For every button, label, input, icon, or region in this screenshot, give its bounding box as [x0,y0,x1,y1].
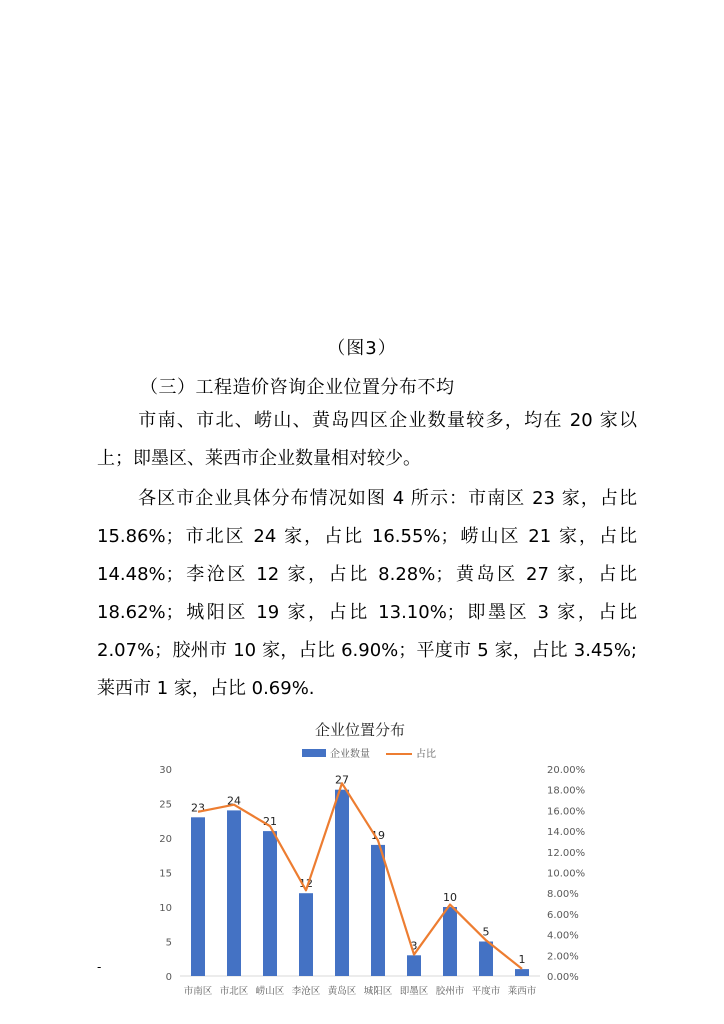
y-left-tick-label: 5 [165,937,172,949]
distribution-chart [150,715,605,1000]
page-mark: - [97,960,102,974]
x-tick-label: 胶州市 [435,986,465,997]
y-right-tick-label: 14.00% [547,827,586,839]
y-right-tick-label: 8.00% [547,889,579,901]
bar [299,893,313,976]
bar-data-label: 27 [335,773,349,787]
bar [335,790,349,976]
y-right-tick-label: 12.00% [547,847,586,859]
y-right-tick-label: 4.00% [547,930,579,942]
series-line-share [198,783,522,969]
bar [479,942,493,977]
y-left-tick-label: 15 [159,868,172,880]
bar-data-label: 19 [371,828,385,842]
y-right-tick-label: 20.00% [547,765,586,776]
x-tick-label: 李沧区 [291,986,321,997]
paragraph-1-text: 市南、市北、崂山、黄岛四区企业数量较多，均在 20 家以上；即墨区、莱西市企业数量相对较少。 [97,410,637,469]
bar [515,969,529,976]
y-right-tick-label: 0.00% [547,972,579,983]
x-tick-label: 莱西市 [507,986,537,997]
y-right-tick-label: 6.00% [547,909,579,921]
bar [371,845,385,976]
paragraph-1 [97,402,637,478]
y-left-tick-label: 25 [159,799,172,811]
x-tick-label: 黄岛区 [327,986,357,997]
y-left-tick-label: 10 [159,903,172,914]
x-tick-label: 市北区 [219,986,249,997]
bar-data-label: 1 [518,953,526,967]
bar-data-label: 12 [299,877,313,891]
x-tick-label: 崂山区 [255,986,285,997]
x-tick-label: 城阳区 [363,986,393,997]
x-tick-label: 即墨区 [399,986,429,997]
legend-swatch-bars [302,749,326,757]
y-right-tick-label: 18.00% [547,785,586,797]
bar-data-label: 3 [410,939,418,953]
x-tick-label: 市南区 [183,986,213,997]
y-left-tick-label: 20 [159,834,172,845]
y-right-tick-label: 2.00% [547,951,579,963]
y-right-tick-label: 16.00% [547,806,586,818]
y-left-tick-label: 0 [165,972,172,983]
bar-data-label: 10 [443,891,457,904]
bar [191,817,205,976]
legend-label-line: 占比 [416,749,436,760]
bar-data-label: 24 [227,794,241,808]
paragraph-2 [97,480,637,708]
bar-data-label: 5 [482,925,490,939]
bar [443,907,457,976]
bar-data-label: 21 [263,815,277,829]
y-left-tick-label: 30 [159,765,172,776]
figure-caption: （图3） [327,338,397,359]
bar-data-label: 23 [191,801,205,815]
chart-svg [150,715,605,1000]
legend-label-bars: 企业数量 [330,749,370,760]
x-tick-label: 平度市 [471,986,501,997]
y-right-tick-label: 10.00% [547,868,586,880]
bar [263,831,277,976]
bar [407,955,421,976]
bar [227,810,241,976]
section-heading: （三）工程造价咨询企业位置分布不均 [140,377,455,398]
paragraph-2-text: 各区市企业具体分布情况如图 4 所示：市南区 23 家，占比 15.86%；市北区 24 家，占比 16.55%；崂山区 21 家，占比 14.48%；李沧区 12 家，占比 8.28%；黄岛区 27 家，占比 18.62%；城阳区 19 家，占比 13.10%；即墨区 3 家，占比 2.07%；胶州市 10 家，占比 6.90%；平度市 5 家，占比 3.45%;莱西市 1 家，占比 0.69%. [97,488,637,699]
chart-title: 企业位置分布 [314,721,406,739]
